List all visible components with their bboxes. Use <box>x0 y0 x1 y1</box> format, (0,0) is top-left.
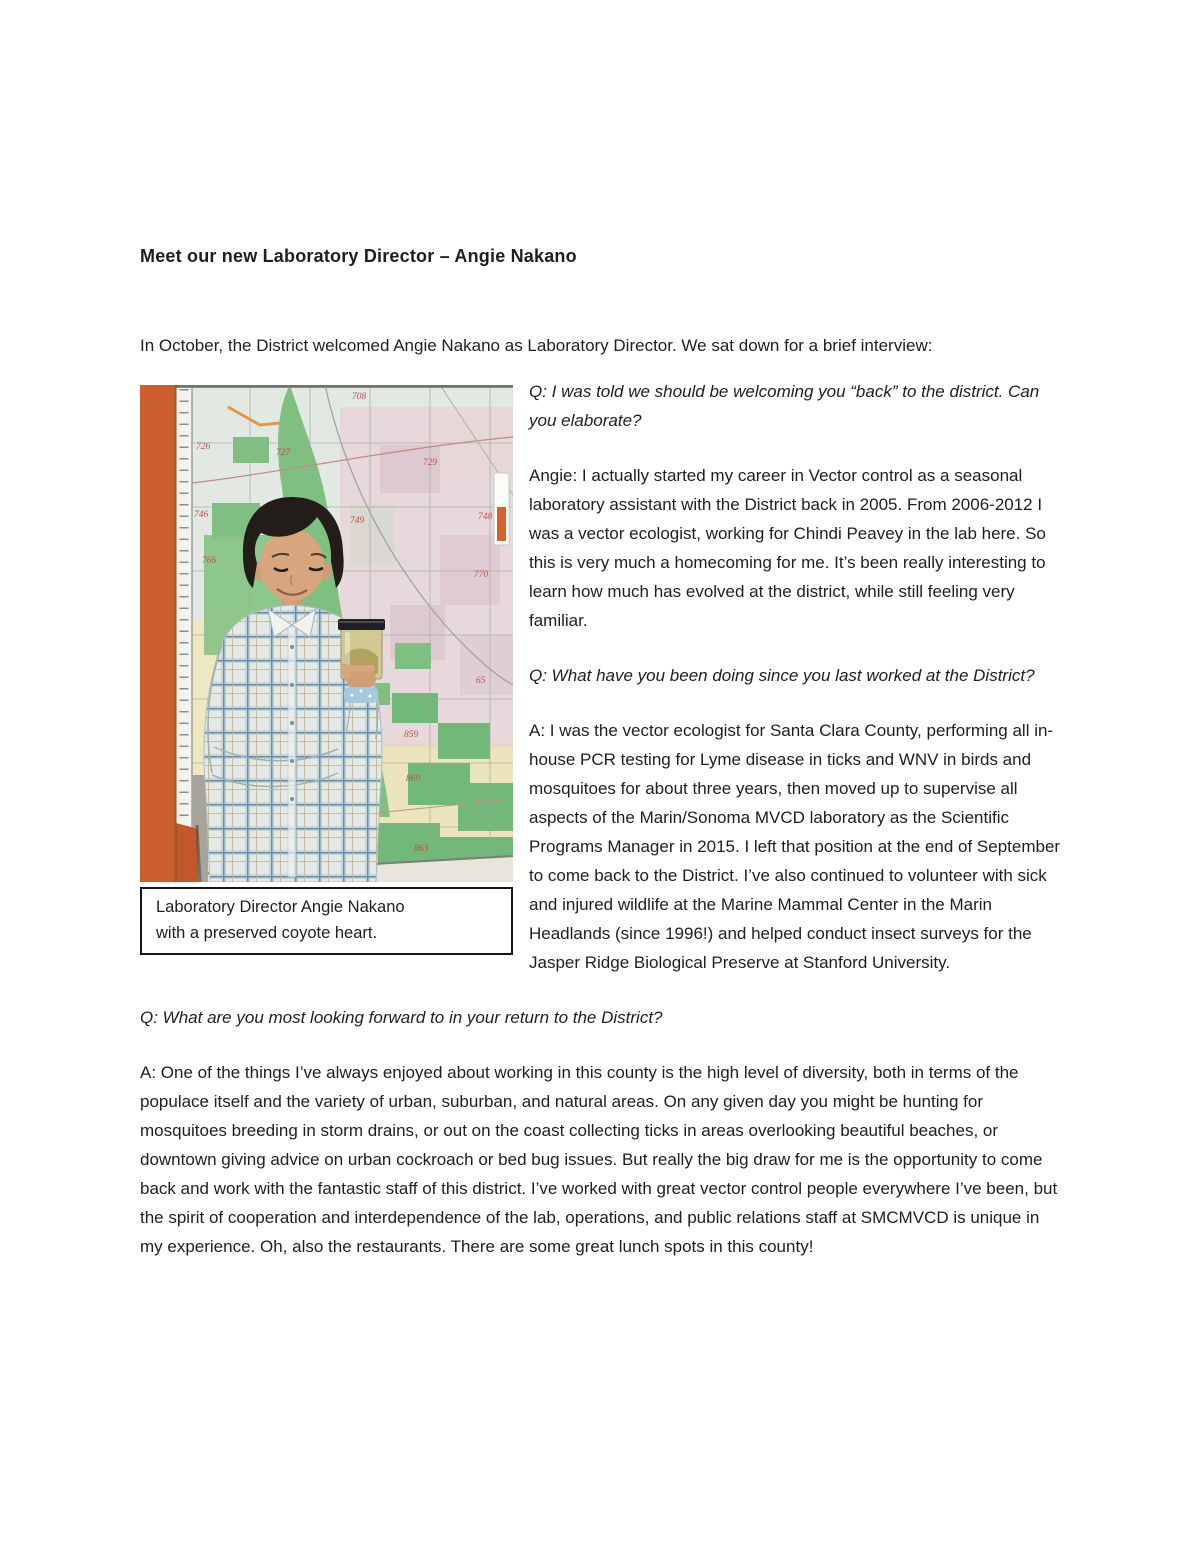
article-body <box>140 377 1065 1261</box>
photo-figure <box>140 385 513 955</box>
photo-caption <box>140 887 513 955</box>
intro-paragraph: In October, the District welcomed Angie Nakano as Laboratory Director. We sat down for a brief interview: <box>140 336 933 355</box>
orange-wall <box>140 385 177 882</box>
map-ruler <box>176 385 192 837</box>
face <box>260 529 324 601</box>
map-number: 746 <box>194 510 209 520</box>
jar-lid <box>338 619 385 630</box>
map-number: 727 <box>276 448 291 458</box>
map-number: 708 <box>352 392 367 402</box>
map-number: 65 <box>476 676 486 686</box>
rolled-cuff <box>344 687 378 703</box>
caption-line-1: Laboratory Director Angie Nakano <box>156 898 405 916</box>
map-number: 863 <box>414 844 429 854</box>
qa-question-1: Q: I was told we should be welcoming you “back” to the district. Can you elaborate? <box>529 382 1040 430</box>
qa-question-3: Q: What are you most looking forward to in your return to the District? <box>140 1008 663 1027</box>
qa-answer-1: Angie: I actually started my career in Vector control as a seasonal laboratory assistant with the District back in 2005. From 2006-2012 I was a vector ecologist, working for Chindi Peavey in the lab here. So this is very much a homecoming for me. It’s been really interesting to learn how much has evolved at the district, while still feeling very familiar. <box>529 466 1046 630</box>
qa-question-2: Q: What have you been doing since you last worked at the District? <box>529 666 1035 685</box>
qa-answer-2: A: I was the vector ecologist for Santa Clara County, performing all in-house PCR testing for Lyme disease in ticks and WNV in birds and mosquitoes for about three years, then moved up to supervise all aspects of the Marin/Sonoma MVCD laboratory as the Scientific Programs Manager in 2015. I left that position at the end of September to come back to the District. I’ve also continued to volunteer with sick and injured wildlife at the Marine Mammal Center in the Marin Headlands (since 1996!) and helped conduct insect surveys for the Jasper Ridge Biological Preserve at Stanford University. <box>529 721 1061 972</box>
map-number: 869 <box>406 774 421 784</box>
caption-line-2: with a preserved coyote heart. <box>156 924 378 942</box>
map-number: 729 <box>423 458 438 468</box>
photo-angie-nakano <box>140 385 513 882</box>
map-number: 859 <box>404 730 419 740</box>
map-side-label <box>494 473 509 545</box>
page-title: Meet our new Laboratory Director – Angie Nakano <box>140 246 577 266</box>
map-number: 726 <box>196 442 211 452</box>
qa-answer-3: A: One of the things I’ve always enjoyed about working in this county is the high level of diversity, both in terms of the populace itself and the variety of urban, suburban, and natural areas. On any given day you might be hunting for mosquitoes breeding in storm drains, or out on the coast collecting ticks in areas overlooking beautiful beaches, or downtown giving advice on urban cockroach or bed bug issues. But really the big draw for me is the opportunity to come back and work with the fantastic staff of this district. I’ve worked with great vector control people everywhere I’ve been, but the spirit of cooperation and interdependence of the lab, operations, and public relations staff at SMCMVCD is unique in my experience. Oh, also the restaurants. There are some great lunch spots in this county! <box>140 1063 1058 1256</box>
map-number: 748 <box>478 512 493 522</box>
map-number: 770 <box>474 570 489 580</box>
map-number: 766 <box>202 556 217 566</box>
map-number: 749 <box>350 516 365 526</box>
